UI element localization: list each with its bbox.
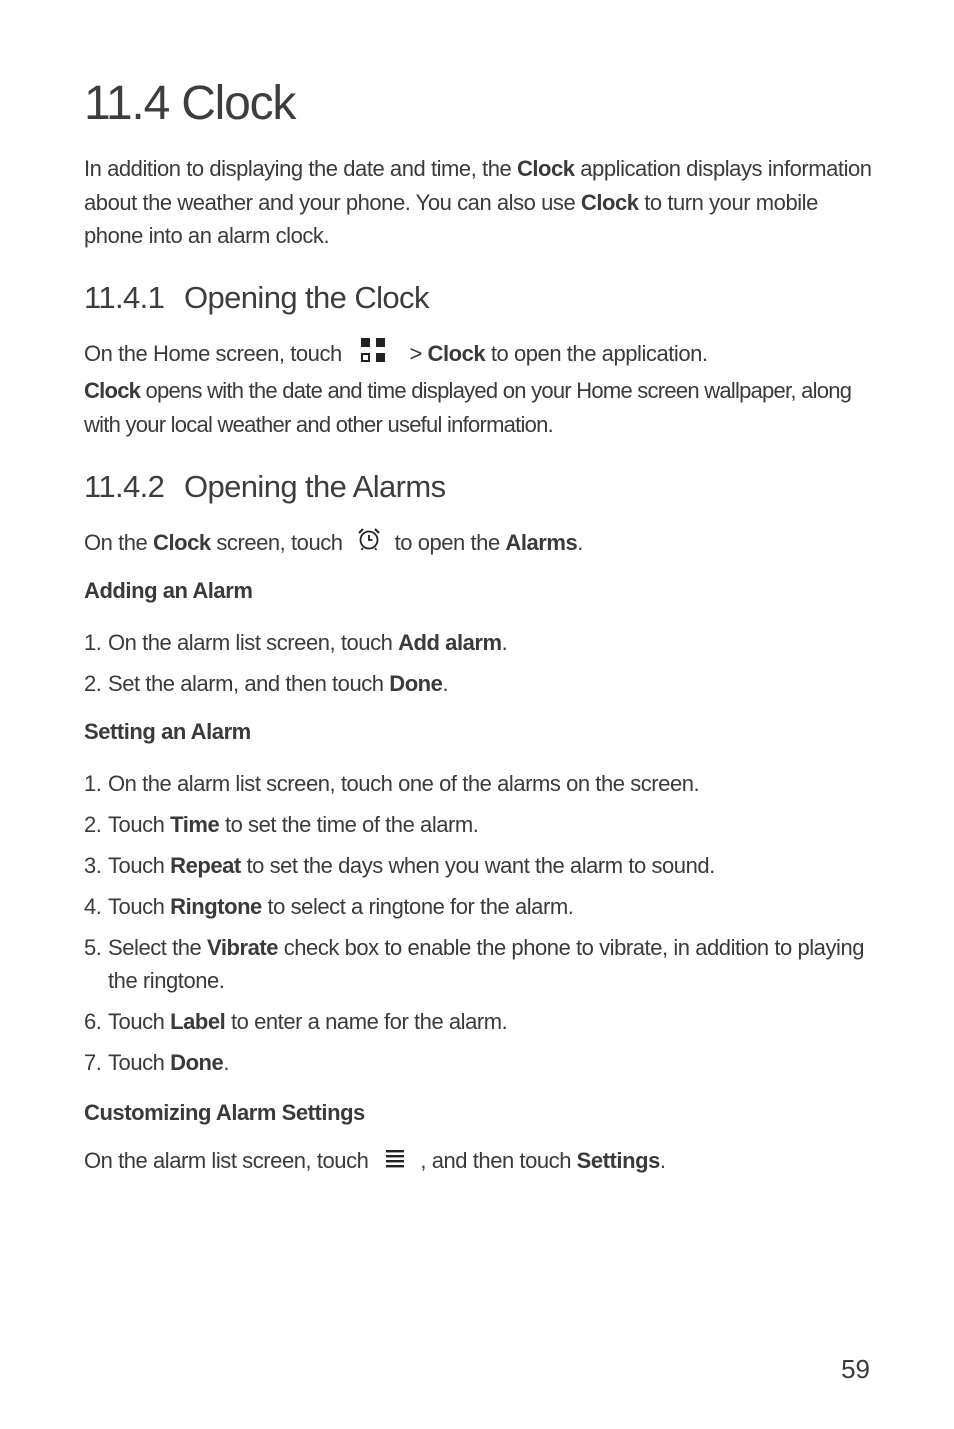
section-title: Opening the Clock	[184, 280, 429, 315]
step-text: Touch	[108, 1050, 171, 1075]
page-title: 11.4 Clock	[84, 77, 296, 130]
list-item	[84, 767, 874, 800]
step-text: .	[501, 630, 508, 655]
section-heading-opening-alarms	[84, 469, 445, 505]
step-bold: Repeat	[170, 853, 241, 878]
opening-clock-instruction	[84, 337, 708, 373]
step-number: 1.	[84, 630, 102, 655]
step-number: 4.	[84, 894, 102, 919]
customizing-instruction	[84, 1144, 666, 1179]
step-number: 3.	[84, 853, 102, 878]
list-item	[84, 931, 874, 997]
intro-text: In addition to displaying the date and time, the	[84, 156, 517, 181]
list-item	[84, 808, 874, 841]
step-number: 2.	[84, 671, 102, 696]
step-text: Touch	[108, 894, 171, 919]
intro-bold-clock: Clock	[516, 156, 575, 181]
bold-settings: Settings	[576, 1148, 660, 1173]
clock-description	[84, 374, 884, 441]
step-bold: Done	[389, 671, 443, 696]
step-text: to select a ringtone for the alarm.	[261, 894, 574, 919]
intro-text: application displays information about the weather and your phone. You can also use	[84, 156, 872, 215]
step-text: to set the days when you want the alarm to sound.	[240, 853, 715, 878]
subheading-adding-alarm: Adding an Alarm	[84, 578, 253, 603]
instruction-text: >	[403, 341, 428, 366]
step-text: .	[442, 671, 449, 696]
instruction-text: On the	[84, 530, 154, 555]
bold-clock: Clock	[153, 530, 211, 555]
step-text: to enter a name for the alarm.	[225, 1009, 508, 1034]
section-title: Opening the Alarms	[184, 469, 446, 504]
step-text: Touch	[108, 812, 171, 837]
step-text: Set the alarm, and then touch	[108, 671, 390, 696]
list-item	[84, 626, 884, 659]
setting-alarm-steps	[84, 767, 874, 1079]
instruction-text: .	[659, 1148, 666, 1173]
instruction-text: .	[577, 530, 583, 555]
list-item	[84, 849, 874, 882]
step-text: Select the	[108, 935, 208, 960]
step-number: 7.	[84, 1050, 102, 1075]
list-item	[84, 890, 874, 923]
instruction-text: , and then touch	[420, 1148, 577, 1173]
step-text: check box to enable the phone to vibrate, in addition to playing the ringtone.	[108, 935, 865, 993]
bold-alarms: Alarms	[505, 530, 578, 555]
list-item	[84, 667, 884, 700]
page-number: 59	[841, 1354, 870, 1384]
step-number: 2.	[84, 812, 102, 837]
step-bold: Time	[170, 812, 220, 837]
instruction-text: On the alarm list screen, touch	[84, 1148, 369, 1173]
instruction-text: screen, touch	[210, 530, 343, 555]
subheading-setting-alarm: Setting an Alarm	[84, 719, 251, 744]
step-text: On the alarm list screen, touch one of the alarms on the screen.	[108, 771, 700, 796]
step-text: Touch	[108, 1009, 171, 1034]
alarm-clock-icon	[357, 527, 381, 561]
step-bold: Done	[170, 1050, 224, 1075]
intro-bold-clock: Clock	[580, 189, 639, 215]
step-text: Touch	[108, 853, 171, 878]
step-number: 6.	[84, 1009, 102, 1034]
bold-clock: Clock	[84, 378, 141, 403]
step-text: On the alarm list screen, touch	[108, 630, 399, 655]
list-item	[84, 1046, 874, 1079]
instruction-text: On the Home screen, touch	[84, 341, 342, 366]
intro-text: to turn your mobile phone into an alarm clock.	[84, 189, 818, 248]
step-bold: Add alarm	[398, 630, 502, 655]
step-bold: Ringtone	[170, 894, 262, 919]
section-heading-opening-clock	[84, 280, 429, 316]
list-item	[84, 1005, 874, 1038]
bold-clock: Clock	[427, 341, 486, 366]
opening-alarms-instruction	[84, 526, 583, 561]
step-text: .	[223, 1050, 229, 1075]
subheading-customizing-alarm-settings: Customizing Alarm Settings	[84, 1100, 365, 1125]
adding-alarm-steps	[84, 626, 884, 700]
app-grid-icon	[360, 337, 386, 373]
step-number: 5.	[84, 935, 102, 960]
step-number: 1.	[84, 771, 102, 796]
step-text: to set the time of the alarm.	[219, 812, 479, 837]
instruction-text: to open the application.	[485, 341, 708, 366]
intro-paragraph	[84, 152, 874, 253]
description-text: opens with the date and time displayed on your Home screen wallpaper, along with your local weather and other useful information.	[84, 378, 852, 437]
section-number: 11.4.1	[84, 280, 165, 315]
section-number: 11.4.2	[84, 469, 165, 504]
step-bold: Vibrate	[207, 935, 279, 960]
instruction-text: to open the	[394, 530, 506, 555]
menu-icon	[384, 1145, 406, 1179]
step-bold: Label	[170, 1009, 226, 1034]
